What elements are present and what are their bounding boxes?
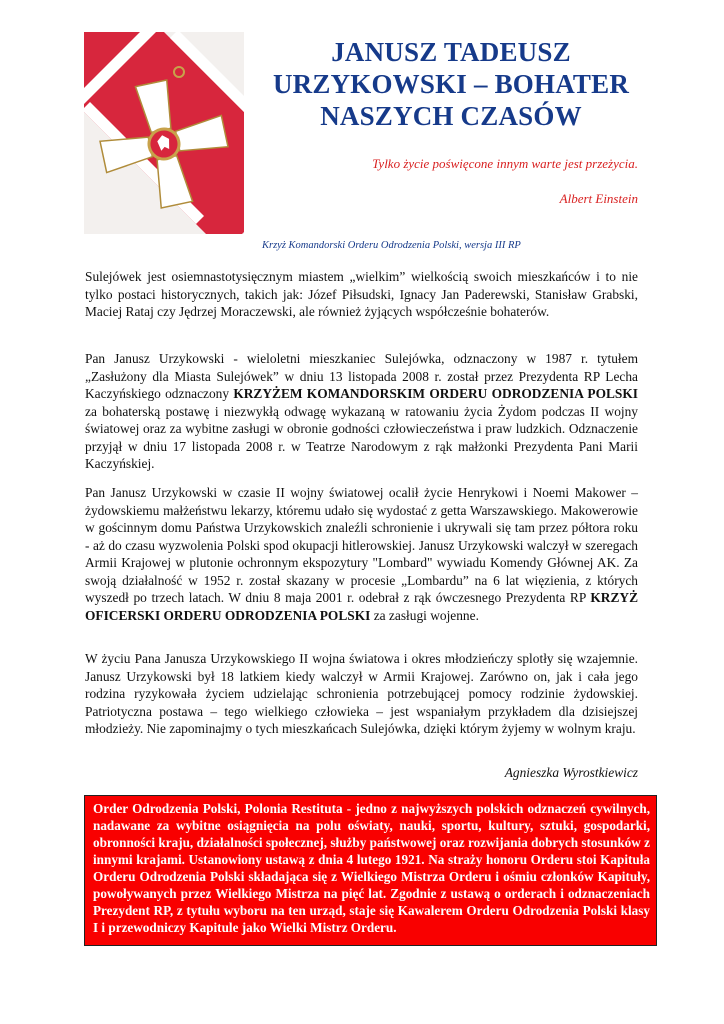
award-name-bold: KRZYŻ OFICERSKI ORDERU ODRODZENIA POLSKI [85,590,638,623]
author-signature: Agnieszka Wyrostkiewicz [504,765,638,780]
title-line: NASZYCH CZASÓW [320,101,582,131]
article-paragraph-2 [85,350,638,473]
award-name-bold: KRZYŻEM KOMANDORSKIM ORDERU ODRODZENIA POLSKI [233,386,638,401]
image-caption: Krzyż Komandorski Orderu Odrodzenia Polski, wersja III RP [262,240,521,251]
title-line: URZYKOWSKI – BOHATER [272,69,630,99]
article-paragraph-1: Sulejówek jest osiemnastotysięcznym miastem „wielkim” wielkością swoich mieszkańców i to nie tylko postaci historycznych, takich jak: Józef Piłsudski, Ignacy Jan Paderewski, Stanisław Grabski, Maciej Rataj czy Jędrzej Moraczewski, ale również żyjących współcześnie bohaterów. [85,269,638,319]
quote-author: Albert Einstein [559,191,638,206]
page-title [262,36,640,132]
paragraph-text: za zasługi wojenne. [370,607,479,623]
article-paragraph-4: W życiu Pana Janusza Urzykowskiego II wojna światowa i okres młodzieńczy splotły się wzajemnie. Janusz Urzykowski był 18 latkiem kiedy walczył w Armii Krajowej. Zarówno on, jak i cała jego rodzina ryzykowała życiem udzielając schronienia potrzebującej pomocy rodzinie żydowskiej. Patriotyczna postawa – tego wielkiego człowieka – jest wspaniałym przykładem dla dzisiejszej młodzieży. Nie zapominajmy o tych mieszkańcach Sulejówka, dzięki którym żyjemy w wolnym kraju. [85,651,638,736]
order-cross-medal-icon [84,32,244,234]
epigraph-quote: Tylko życie poświęcone innym warte jest przeżycia. [372,156,638,171]
article-paragraph-3 [85,484,638,624]
order-info-box [84,795,657,946]
paragraph-text: za bohaterską postawę i niezwykłą odwagę wykazaną w ratowaniu życia Żydom podczas II wojny światowej oraz za wybitne zasługi w obronie godności człowieczeństwa i praw ludzkich. Odznaczenie przyjął w dniu 17 listopada 2008 r. w Teatrze Narodowym z rąk małżonki Prezydenta Pani Marii Kaczyńskiej. [85,403,638,471]
title-line: JANUSZ TADEUSZ [331,37,571,67]
info-box-text: Order Odrodzenia Polski, Polonia Restituta - jedno z najwyższych polskich odznaczeń cywilnych, nadawane za wybitne osiągnięcia na polu oświaty, nauki, sportu, kultury, sztuki, gospodarki, obronności kraju, działalności społecznej, służby państwowej oraz rozwijania dobrych stosunków z innymi krajami. Ustanowiony ustawą z dnia 4 lutego 1921. Na straży honoru Orderu stoi Kapituła Orderu Odrodzenia Polski składająca się z Wielkiego Mistrza Orderu i ośmiu członków Kapituły, powoływanych przez Wielkiego Mistrza na pięć lat. Zgodnie z ustawą o orderach i odznaczeniach Prezydent RP, z tytułu wyboru na ten urząd, staje się Kawalerem Orderu Odrodzenia Polski klasy I i przewodniczy Kapitule jako Wielki Mistrz Orderu. [93,801,650,935]
paragraph-text: Pan Janusz Urzykowski w czasie II wojny światowej ocalił życie Henrykowi i Noemi Makower – żydowskiemu małżeństwu lekarzy, któremu udało się wydostać z getta Warszawskiego. Makowerowie w gościnnym domu Państwa Urzykowskich znaleźli schronienie i ukrywali się tam przez półtora roku - aż do czasu wyzwolenia Polski spod okupacji hitlerowskiej. Janusz Urzykowski walczył w szeregach Armii Krajowej w plutonie ochronnym ekspozytury "Lombard" wywiadu Komendy Głównej AK. Za swoją działalność w 1952 r. został skazany w procesie „Lombardu” na 6 lat więzienia, z których wyszedł po trzech latach. W dniu 8 maja 2001 r. odebrał z rąk ówczesnego Prezydenta RP [85,485,638,605]
paragraph-text: Pan Janusz Urzykowski - wieloletni mieszkaniec Sulejówka, odznaczony w 1987 r. tytułem „Zasłużony dla Miasta Sulejówek” w dniu 13 listopada 2008 r. został przez Prezydenta RP Lecha Kaczyńskiego odznaczony [85,351,638,401]
